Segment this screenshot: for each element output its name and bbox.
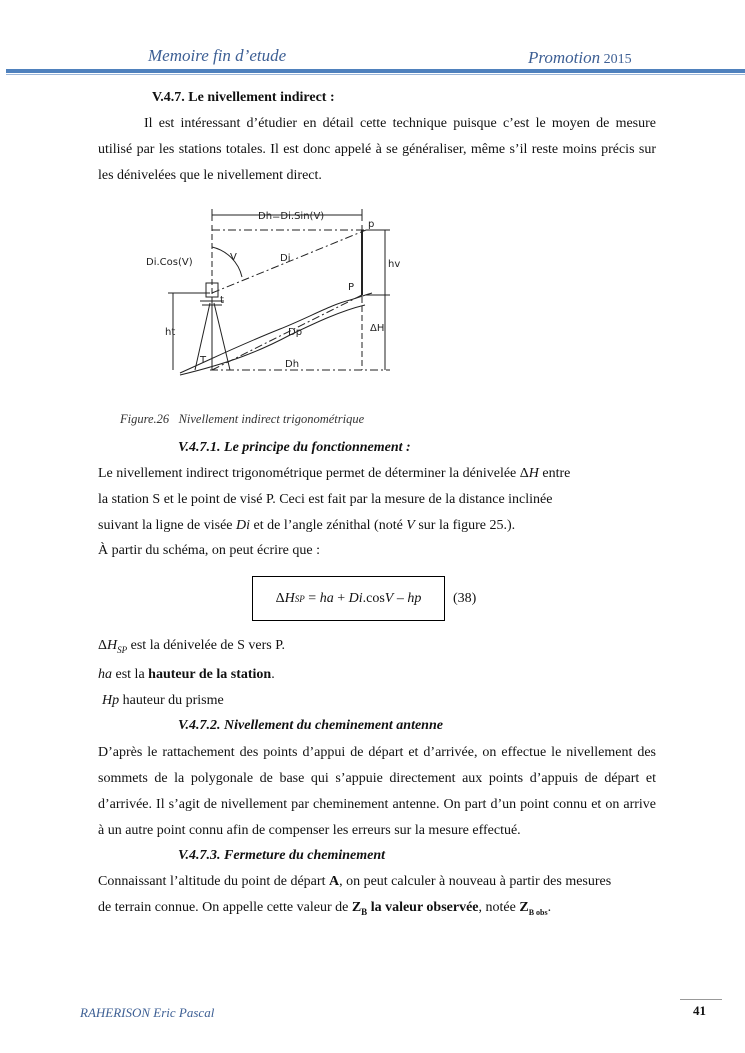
header-right-promotion xyxy=(528,48,632,68)
sub1-line3-c: sur la figure 25.). xyxy=(414,518,516,533)
subsection-1-title: V.4.7.1. Le principe du fonctionnement : xyxy=(178,440,411,455)
sub3-l2-bold: la valeur observée xyxy=(367,900,479,915)
eq-sub: SP xyxy=(294,593,305,604)
header-rule-thin xyxy=(6,74,745,75)
eq-equals: = xyxy=(304,590,320,606)
sub1-line1-a: Le nivellement indirect trigonométrique permet de déterminer la dénivelée Δ xyxy=(98,466,529,481)
eq-cos: .cos xyxy=(362,590,385,606)
sub3-l2-end: . xyxy=(547,900,552,915)
sub1-line4: À partir du schéma, on peut écrire que : xyxy=(98,543,320,558)
sub3-l2-z: Z xyxy=(351,900,362,915)
section-intro xyxy=(98,111,656,189)
eq-ha: ha xyxy=(319,590,334,606)
fig-label-t: t xyxy=(220,295,224,306)
sub1-line2: la station S et le point de visé P. Ceci est fait par la mesure de la distance inclinée xyxy=(98,492,553,507)
fig-label-dp: Dp xyxy=(288,327,303,338)
fig-label-dicos: Di.Cos(V) xyxy=(146,257,193,268)
header-rule-thick xyxy=(6,69,745,73)
def1-text: est la dénivelée de S vers P. xyxy=(127,638,285,653)
subsection-2-title: V.4.7.2. Nivellement du cheminement antenne xyxy=(178,718,443,733)
eq-di: Di xyxy=(348,590,363,606)
sub1-line3-di: Di xyxy=(236,518,251,533)
section-title: V.4.7. Le nivellement indirect : xyxy=(152,90,335,105)
sub3-l2-a: de terrain connue. On appelle cette valeur de xyxy=(98,900,352,915)
def-ha xyxy=(98,667,275,683)
fig-label-ht: ht xyxy=(165,327,176,338)
footer-author: RAHERISON Eric Pascal xyxy=(80,1005,215,1020)
eq-plus: + xyxy=(333,590,349,606)
header-promotion-label: Promotion xyxy=(528,48,601,67)
eq-minus: – xyxy=(393,590,408,606)
figure-diagram xyxy=(140,205,400,380)
sub2-text: D’après le rattachement des points d’appui de départ et d’arrivée, on effectue le nivellement des sommets de la polygonale de base qui s’appuie directement aux points d’appuis de départ et d’arrivée. Il s’agit de nivellement par cheminement antenne. On part d’un point connu et on arrive à un autre point connu afin de compenser les erreurs sur la mesure effectué. xyxy=(98,745,656,838)
section-intro-text: Il est intéressant d’étudier en détail cette technique puisque c’est le moyen de mesure utilisé par les stations totales. Il est donc appelé à se généraliser, même s’il reste moins précis sur les dénivelées que le nivellement direct. xyxy=(98,116,656,183)
sub1-line1-var: H xyxy=(528,466,539,481)
sub3-line2 xyxy=(98,900,551,917)
sub3-l1-a: Connaissant l’altitude du point de départ xyxy=(98,874,329,889)
fig-label-dh: Dh xyxy=(285,359,300,370)
sub1-line3 xyxy=(98,518,515,534)
eq-v: V xyxy=(384,590,394,606)
sub3-line1 xyxy=(98,874,611,890)
def-delta-hsp xyxy=(98,638,285,655)
def2-end: . xyxy=(271,667,275,682)
subsection-3-title: V.4.7.3. Fermeture du cheminement xyxy=(178,848,386,863)
def2-text: est la xyxy=(112,667,149,682)
fig-label-hv: hv xyxy=(388,259,400,270)
def3-var: Hp xyxy=(102,693,120,708)
def1-sub: SP xyxy=(117,644,128,655)
figure-caption-text: Nivellement indirect trigonométrique xyxy=(178,412,365,426)
def-hp xyxy=(102,693,224,709)
sub1-line3-v: V xyxy=(406,518,415,533)
header-promotion-year: 2015 xyxy=(603,52,632,67)
eq-h: H xyxy=(284,590,295,606)
fig-label-p-ground: P xyxy=(348,282,355,293)
def2-var: ha xyxy=(98,667,112,682)
equation-box xyxy=(252,576,445,621)
fig-label-t-ground: T xyxy=(200,355,207,366)
fig-label-delta-h: ΔH xyxy=(370,323,385,334)
sub1-line3-b: et de l’angle zénithal (noté xyxy=(250,518,407,533)
figure-svg xyxy=(140,205,400,380)
sub3-l1-b: , on peut calculer à nouveau à partir des mesures xyxy=(339,874,612,889)
sub3-l2-z2sub: B obs xyxy=(528,907,548,917)
eq-delta: Δ xyxy=(275,590,285,606)
def2-bold: hauteur de la station xyxy=(148,667,272,682)
sub3-l2-zsub: B xyxy=(361,906,368,917)
def3-text: hauteur du prisme xyxy=(119,693,224,708)
sub3-l1-bold: A xyxy=(328,874,340,889)
footer-rule xyxy=(680,999,722,1000)
figure-caption xyxy=(120,412,364,427)
sub1-line3-a: suivant la ligne de visée xyxy=(98,518,237,533)
equation-number: (38) xyxy=(453,591,477,606)
sub1-line1 xyxy=(98,466,570,482)
fig-label-v: V xyxy=(230,252,237,263)
def1-h: H xyxy=(107,638,118,653)
def1-delta: Δ xyxy=(98,638,108,653)
figure-caption-number: Figure.26 xyxy=(120,412,170,426)
sub3-l2-b: , notée xyxy=(478,900,520,915)
fig-label-p-top: p xyxy=(368,219,375,230)
sub3-l2-z2: Z xyxy=(519,900,529,915)
header-left-title: Memoire fin d’etude xyxy=(148,46,287,65)
fig-label-dh-formula: Dh=Di.Sin(V) xyxy=(258,211,325,222)
fig-label-di: Di xyxy=(280,253,291,264)
eq-hp: hp xyxy=(407,590,422,606)
sub1-line1-b: entre xyxy=(538,466,571,481)
page-number: 41 xyxy=(693,1003,706,1018)
